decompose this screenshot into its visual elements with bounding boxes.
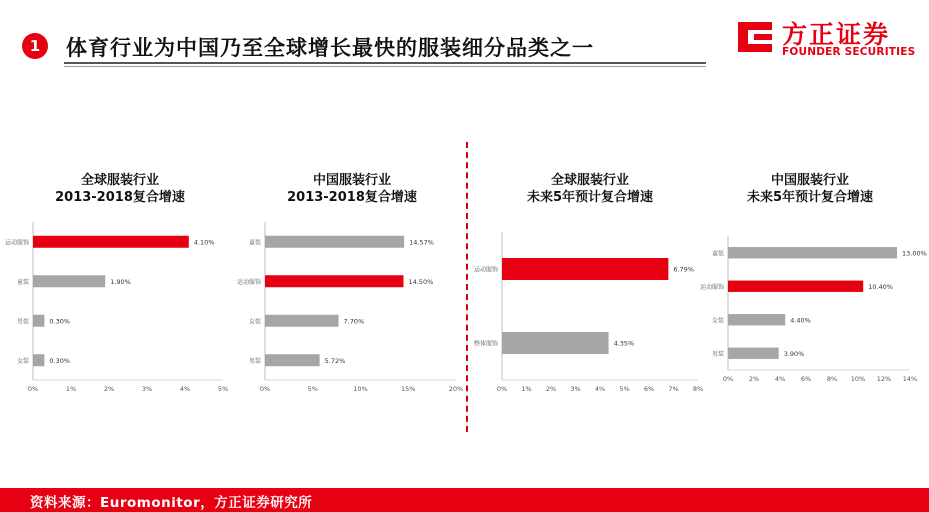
- source-note: 资料来源：Euromonitor，方正证券研究所: [30, 495, 313, 511]
- value-label: 7.70%: [343, 317, 365, 326]
- category-label: 女装: [248, 318, 261, 326]
- bar: [33, 275, 105, 287]
- category-label: 男装: [248, 357, 261, 365]
- bar: [33, 354, 44, 366]
- value-label: 6.79%: [673, 265, 695, 274]
- bar-chart-svg: [470, 172, 710, 393]
- bar: [265, 354, 320, 366]
- bar: [502, 258, 668, 280]
- x-tick-label: 12%: [876, 375, 892, 383]
- bar: [728, 314, 785, 325]
- category-label: 童装: [711, 250, 724, 258]
- bar: [265, 315, 339, 327]
- bar-chart-svg: [0, 172, 240, 393]
- value-label: 1.90%: [110, 277, 131, 286]
- value-label: 0.30%: [49, 356, 71, 365]
- bar: [265, 275, 403, 287]
- chart-title-line-1: 中国服装行业: [770, 173, 849, 188]
- bar: [265, 236, 404, 248]
- value-label: 10.40%: [868, 282, 893, 291]
- category-label: 运动服饰: [699, 283, 724, 291]
- x-tick-label: 0%: [722, 375, 734, 383]
- x-tick-label: 5%: [307, 385, 318, 393]
- value-label: 14.57%: [409, 238, 434, 247]
- x-tick-label: 2%: [545, 385, 557, 393]
- footer-bar: [0, 488, 929, 512]
- category-label: 运动服饰: [4, 239, 29, 247]
- chart-title-line-2: 未来5年预计复合增速: [746, 190, 874, 205]
- value-label: 0.30%: [49, 317, 71, 326]
- logo-mark-icon: [734, 16, 776, 58]
- chart-title-line-1: 全球服装行业: [80, 173, 159, 188]
- chart-title-line-1: 中国服装行业: [312, 173, 391, 188]
- bar-chart-svg: [695, 172, 925, 388]
- chart-global-next-5-years: [470, 172, 710, 393]
- x-tick-label: 6%: [643, 385, 655, 393]
- x-tick-label: 5%: [217, 385, 229, 393]
- x-tick-label: 0%: [259, 385, 271, 393]
- value-label: 4.10%: [193, 238, 215, 247]
- x-tick-label: 8%: [692, 385, 704, 393]
- bar: [33, 315, 44, 327]
- category-label: 男装: [711, 350, 724, 358]
- x-tick-label: 2%: [103, 385, 115, 393]
- bar: [502, 332, 609, 354]
- x-tick-label: 4%: [774, 375, 786, 383]
- chart-title-line-1: 全球服装行业: [550, 173, 629, 188]
- x-tick-label: 3%: [570, 385, 581, 393]
- x-tick-label: 8%: [826, 375, 838, 383]
- x-tick-label: 5%: [619, 385, 630, 393]
- page-title: 体育行业为中国乃至全球增长最快的服装细分品类之一: [66, 36, 594, 60]
- founder-securities-logo: [734, 16, 916, 62]
- bar: [33, 236, 189, 248]
- section-number-badge: 1: [22, 33, 48, 59]
- value-label: 3.90%: [783, 349, 805, 358]
- chart-title-line-2: 2013-2018复合增速: [287, 190, 417, 205]
- x-tick-label: 2%: [748, 375, 760, 383]
- category-label: 童装: [16, 278, 29, 286]
- category-label: 整体服饰: [473, 340, 498, 348]
- logo-name-cn: 方正证券: [782, 20, 891, 49]
- x-tick-label: 10%: [850, 375, 866, 383]
- chart-title-line-2: 未来5年预计复合增速: [526, 190, 654, 205]
- x-tick-label: 20%: [448, 385, 464, 393]
- value-label: 4.40%: [790, 316, 811, 325]
- x-tick-label: 4%: [594, 385, 606, 393]
- title-underline-thin: [64, 66, 706, 67]
- x-tick-label: 0%: [27, 385, 39, 393]
- x-tick-label: 15%: [401, 385, 416, 393]
- title-underline: [64, 62, 706, 64]
- x-tick-label: 7%: [668, 385, 679, 393]
- value-label: 5.72%: [324, 356, 346, 365]
- value-label: 13.00%: [902, 249, 927, 258]
- category-label: 童装: [248, 239, 261, 247]
- bar: [728, 247, 897, 258]
- x-tick-label: 0%: [496, 385, 508, 393]
- chart-global-2013-2018: [0, 172, 240, 393]
- x-tick-label: 1%: [65, 385, 77, 393]
- x-tick-label: 14%: [902, 375, 918, 383]
- x-tick-label: 10%: [353, 385, 368, 393]
- x-tick-label: 6%: [800, 375, 812, 383]
- bar-chart-svg: [232, 172, 472, 393]
- x-tick-label: 3%: [141, 385, 153, 393]
- category-label: 女装: [16, 357, 29, 365]
- category-label: 女装: [711, 317, 724, 325]
- x-tick-label: 1%: [521, 385, 532, 393]
- chart-china-next-5-years: [695, 172, 925, 388]
- bar: [728, 348, 779, 359]
- category-label: 男装: [16, 318, 29, 326]
- logo-name-en: FOUNDER SECURITIES: [782, 46, 916, 58]
- category-label: 运动服饰: [473, 266, 498, 274]
- bar: [728, 281, 863, 292]
- chart-china-2013-2018: [232, 172, 472, 393]
- chart-title-line-2: 2013-2018复合增速: [55, 190, 185, 205]
- value-label: 14.50%: [408, 277, 434, 286]
- section-divider: [466, 142, 468, 432]
- value-label: 4.35%: [613, 339, 635, 348]
- x-tick-label: 4%: [179, 385, 191, 393]
- category-label: 运动服饰: [236, 278, 261, 286]
